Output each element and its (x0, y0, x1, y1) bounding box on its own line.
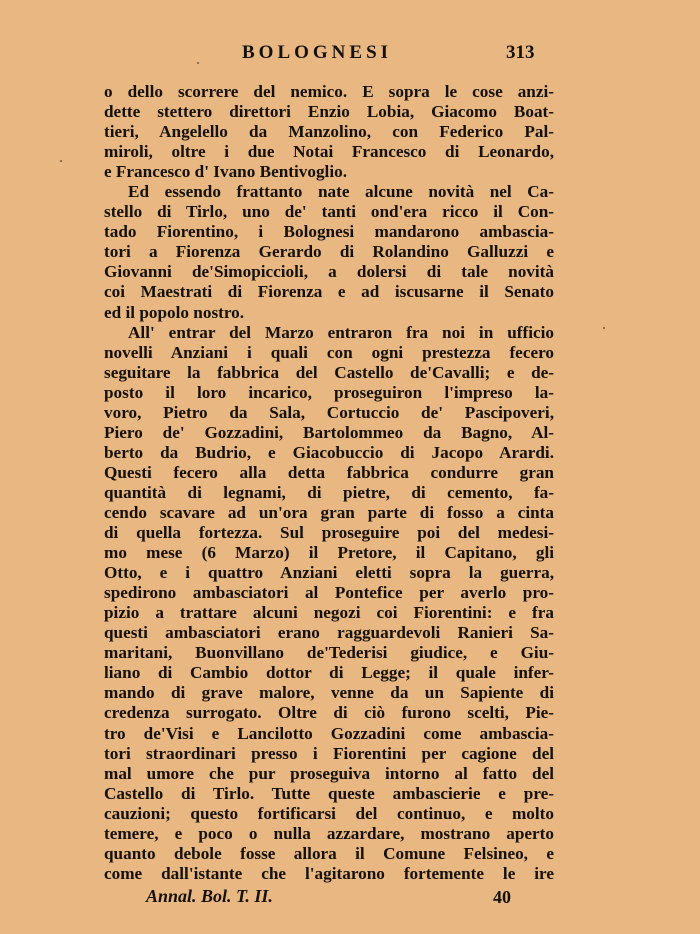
text-line: seguitare la fabbrica del Castello de'Cavalli; e de- (104, 362, 554, 382)
text-line: di quella fortezza. Sul proseguire poi del medesi- (104, 523, 554, 543)
text-line: liano di Cambio dottor di Legge; il quale infer- (104, 663, 554, 683)
text-line: o dello scorrere del nemico. E sopra le cose anzi- (104, 82, 554, 101)
sheet-number: 40 (493, 887, 511, 907)
text-line: e Francesco d' Ivano Bentivoglio. (104, 162, 348, 182)
text-line: Giovanni de'Simopiccioli, a dolersi di tale novità (104, 262, 554, 282)
text-line: quantità di legnami, di pietre, di cemento, fa- (104, 482, 554, 502)
text-line: credenza surrogato. Oltre di ciò furono scelti, Pie- (104, 703, 554, 723)
text-line: mo mese (6 Marzo) il Pretore, il Capitano, gli (104, 543, 554, 563)
text-line: ed il popolo nostro. (104, 302, 245, 322)
text-line: berto da Budrio, e Giacobuccio di Jacopo Arardi. (104, 442, 554, 462)
text-line: spedirono ambasciatori al Pontefice per averlo pro- (104, 583, 554, 603)
body-text (104, 82, 554, 884)
text-line: Questi fecero alla detta fabbrica condurre gran (104, 462, 554, 482)
page-number: 313 (506, 42, 535, 63)
text-line: come dall'istante che l'agitarono fortemente le ire (104, 863, 554, 883)
text-line: Piero de' Gozzadini, Bartolommeo da Bagno, Al- (104, 422, 554, 442)
text-line: tori straordinari presso i Fiorentini per cagione del (104, 743, 554, 763)
text-line: mal umore che pur proseguiva intorno al fatto del (104, 763, 554, 783)
running-title: BOLOGNESI (242, 42, 393, 63)
paper-speck (197, 62, 199, 64)
text-line: questi ambasciatori erano ragguardevoli Ranieri Sa- (104, 623, 554, 643)
text-line: quanto debole fosse allora il Comune Felsineo, e (104, 843, 554, 863)
text-line: dette stettero direttori Enzio Lobia, Giacomo Boat- (104, 102, 554, 122)
text-line: miroli, oltre i due Notai Francesco di Leonardo, (104, 142, 554, 162)
text-line: coi Maestrati di Fiorenza e ad iscusarne il Senato (104, 282, 554, 302)
text-line: cendo scavare ad un'ora gran parte di fosso a cinta (104, 502, 554, 522)
text-line: cauzioni; questo fortificarsi del continuo, e molto (104, 803, 554, 823)
text-line: stello di Tirlo, uno de' tanti ond'era ricco il Con- (104, 202, 554, 222)
text-line: tieri, Angelello da Manzolino, con Federico Pal- (104, 122, 554, 142)
text-line: pizio a trattare alcuni negozi coi Fiorentini: e fra (104, 603, 554, 623)
text-line: tori a Fiorenza Gerardo di Rolandino Galluzzi e (104, 242, 554, 262)
text-line: Castello di Tirlo. Tutte queste ambascierie e pre- (104, 783, 554, 803)
page-footer (0, 886, 700, 910)
text-line: temere, e poco o nulla azzardare, mostrano aperto (104, 823, 554, 843)
text-line: tado Fiorentino, i Bolognesi mandarono ambascia- (104, 222, 554, 242)
text-line: maritani, Buonvillano de'Tederisi giudice, e Giu- (104, 643, 554, 663)
text-line: Otto, e i quattro Anziani eletti sopra la guerra, (104, 563, 554, 583)
paper-speck (603, 327, 605, 329)
text-line: voro, Pietro da Sala, Cortuccio de' Pascipoveri, (104, 402, 554, 422)
text-line: posto il loro incarico, proseguiron l'impreso la- (104, 382, 554, 402)
page-header (0, 42, 700, 68)
paper-speck (60, 160, 62, 162)
text-line: Ed essendo frattanto nate alcune novità nel Ca- (128, 182, 554, 202)
text-line: All' entrar del Marzo entraron fra noi in ufficio (128, 322, 554, 342)
printer-signature: Annal. Bol. T. II. (146, 886, 273, 906)
text-line: novelli Anziani i quali con ogni prestezza fecero (104, 342, 554, 362)
text-line: tro de'Visi e Lancilotto Gozzadini come ambascia- (104, 723, 554, 743)
text-line: mando di grave malore, venne da un Sapiente di (104, 683, 554, 703)
